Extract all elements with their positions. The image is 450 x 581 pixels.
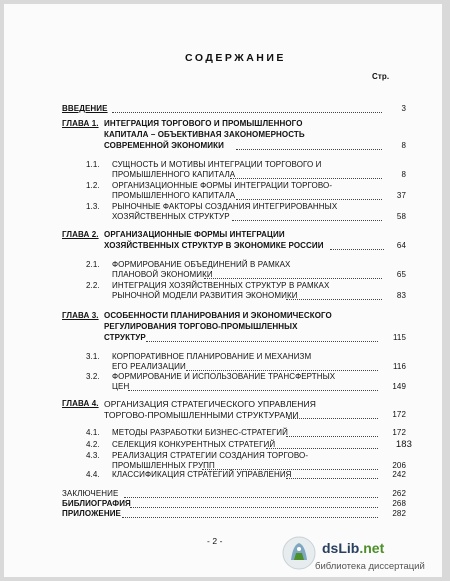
toc-section-title-line: СУЩНОСТЬ И МОТИВЫ ИНТЕГРАЦИИ ТОРГОВОГО И: [112, 160, 322, 169]
toc-section-page: 206: [392, 461, 406, 470]
leader-dots: [286, 436, 378, 437]
brand-tld: .net: [359, 540, 385, 556]
leader-dots: [112, 112, 382, 113]
toc-intro-page: 3: [401, 104, 406, 113]
toc-section-number: 1.3.: [86, 202, 100, 211]
toc-section-title-line: РЫНОЧНЫЕ ФАКТОРЫ СОЗДАНИЯ ИНТЕГРИРОВАННЫХ: [112, 202, 338, 211]
leader-dots: [266, 448, 378, 449]
toc-section-title-line: РЕАЛИЗАЦИЯ СТРАТЕГИИ СОЗДАНИЯ ТОРГОВО-: [112, 451, 309, 460]
toc-section-number: 4.3.: [86, 451, 100, 460]
leader-dots: [130, 507, 378, 508]
toc-section-title-line: РЫНОЧНОЙ МОДЕЛИ РАЗВИТИЯ ЭКОНОМИКИ: [112, 291, 298, 300]
toc-chapter-2-title-line: ОРГАНИЗАЦИОННЫЕ ФОРМЫ ИНТЕГРАЦИИ: [104, 230, 285, 239]
toc-conclusion-title: ЗАКЛЮЧЕНИЕ: [62, 489, 119, 498]
toc-chapter-1-title-line: КАПИТАЛА – ОБЪЕКТИВНАЯ ЗАКОНОМЕРНОСТЬ: [104, 130, 305, 139]
toc-section-title-line: ХОЗЯЙСТВЕННЫХ СТРУКТУР: [112, 212, 230, 221]
toc-chapter-4-title-line: ОРГАНИЗАЦИЯ СТРАТЕГИЧЕСКОГО УПРАВЛЕНИЯ: [104, 399, 316, 409]
toc-chapter-2-number: ГЛАВА 2.: [62, 230, 99, 239]
document-page: [4, 4, 442, 577]
toc-chapter-1-title-line: ИНТЕГРАЦИЯ ТОРГОВОГО И ПРОМЫШЛЕННОГО: [104, 119, 303, 128]
leader-dots: [204, 278, 382, 279]
leader-dots: [288, 418, 378, 419]
toc-chapter-3-page: 115: [392, 333, 406, 342]
toc-intro-title: ВВЕДЕНИЕ: [62, 104, 108, 113]
toc-section-title-line: ФОРМИРОВАНИЕ И ИСПОЛЬЗОВАНИЕ ТРАНСФЕРТНЫХ: [112, 372, 336, 381]
toc-section-number: 3.2.: [86, 372, 100, 381]
page-number: - 2 -: [207, 536, 223, 546]
toc-section-page: 58: [396, 212, 406, 221]
leader-dots: [122, 517, 378, 518]
leader-dots: [330, 249, 384, 250]
toc-section-page: 37: [396, 191, 406, 200]
toc-chapter-2-page: 64: [396, 241, 406, 250]
toc-section-number: 1.1.: [86, 160, 100, 169]
leader-dots: [186, 370, 378, 371]
toc-section-page: 172: [392, 428, 406, 437]
leader-dots: [232, 220, 382, 221]
toc-section-title-line: ИНТЕГРАЦИЯ ХОЗЯЙСТВЕННЫХ СТРУКТУР В РАМКАХ: [112, 281, 330, 290]
toc-section-title-line: ЕГО РЕАЛИЗАЦИИ: [112, 362, 186, 371]
toc-section-title-line: ФОРМИРОВАНИЕ ОБЪЕДИНЕНИЙ В РАМКАХ: [112, 260, 291, 269]
toc-bibliography-page: 268: [392, 499, 406, 508]
toc-chapter-3-title-line: СТРУКТУР: [104, 333, 146, 342]
toc-section-number: 2.2.: [86, 281, 100, 290]
toc-chapter-3-title-line: ОСОБЕННОСТИ ПЛАНИРОВАНИЯ И ЭКОНОМИЧЕСКОГО: [104, 311, 332, 320]
toc-appendix-title: ПРИЛОЖЕНИЕ: [62, 509, 121, 518]
toc-section-number: 4.2.: [86, 440, 100, 449]
toc-section-title-line: КОРПОРАТИВНОЕ ПЛАНИРОВАНИЕ И МЕХАНИЗМ: [112, 352, 312, 361]
leader-dots: [236, 199, 382, 200]
toc-section-title-line: ПРОМЫШЛЕННОГО КАПИТАЛА: [112, 191, 236, 200]
leader-dots: [128, 390, 378, 391]
toc-chapter-3-title-line: РЕГУЛИРОВАНИЯ ТОРГОВО-ПРОМЫШЛЕННЫХ: [104, 322, 298, 331]
toc-section-page: 183: [395, 439, 412, 450]
toc-appendix-page: 282: [392, 509, 406, 518]
leader-dots: [286, 299, 382, 300]
leader-dots: [124, 497, 378, 498]
leader-dots: [230, 178, 382, 179]
toc-section-page: 242: [392, 470, 406, 479]
toc-section-title-line: МЕТОДЫ РАЗРАБОТКИ БИЗНЕС-СТРАТЕГИЙ: [112, 428, 288, 437]
leader-dots: [286, 478, 378, 479]
toc-section-title-line: ОРГАНИЗАЦИОННЫЕ ФОРМЫ ИНТЕГРАЦИИ ТОРГОВО-: [112, 181, 333, 190]
leader-dots: [146, 341, 378, 342]
toc-chapter-1-title-line: СОВРЕМЕННОЙ ЭКОНОМИКИ: [104, 141, 224, 150]
toc-chapter-4-page: 172: [392, 410, 406, 419]
toc-section-title-line: ЦЕН: [112, 382, 130, 391]
leader-dots: [236, 149, 382, 150]
dslib-tagline: библиотека диссертаций: [315, 561, 425, 572]
toc-section-number: 4.4.: [86, 470, 100, 479]
toc-title: СОДЕРЖАНИЕ: [185, 52, 286, 64]
toc-chapter-1-page: 8: [401, 141, 406, 150]
toc-chapter-4-title-line: ТОРГОВО-ПРОМЫШЛЕННЫМИ СТРУКТУРАМИ: [104, 410, 299, 420]
page-column-label: Стр.: [372, 72, 390, 81]
toc-section-number: 1.2.: [86, 181, 100, 190]
toc-section-title-line: КЛАССИФИКАЦИЯ СТРАТЕГИЙ УПРАВЛЕНИЯ: [112, 470, 292, 479]
toc-section-page: 8: [401, 170, 406, 179]
brand-main: dsLib: [322, 540, 360, 556]
toc-chapter-1-number: ГЛАВА 1.: [62, 119, 99, 128]
dslib-logo-icon: [281, 535, 317, 571]
toc-chapter-2-title-line: ХОЗЯЙСТВЕННЫХ СТРУКТУР В ЭКОНОМИКЕ РОССИИ: [104, 241, 324, 250]
toc-section-title-line: ПРОМЫШЛЕННОГО КАПИТАЛА: [112, 170, 236, 179]
toc-section-page: 116: [392, 362, 406, 371]
toc-section-number: 4.1.: [86, 428, 100, 437]
toc-section-number: 3.1.: [86, 352, 100, 361]
toc-section-title-line: ПЛАНОВОЙ ЭКОНОМИКИ: [112, 270, 213, 279]
toc-section-title-line: ПРОМЫШЛЕННЫХ ГРУПП: [112, 461, 215, 470]
dslib-brand[interactable]: [322, 540, 384, 556]
toc-section-page: 83: [396, 291, 406, 300]
toc-chapter-4-number: ГЛАВА 4.: [62, 399, 99, 408]
toc-section-page: 65: [396, 270, 406, 279]
toc-section-title-line: СЕЛЕКЦИЯ КОНКУРЕНТНЫХ СТРАТЕГИЙ: [112, 440, 276, 449]
toc-section-number: 2.1.: [86, 260, 100, 269]
toc-chapter-3-number: ГЛАВА 3.: [62, 311, 99, 320]
toc-bibliography-title: БИБЛИОГРАФИЯ: [62, 499, 131, 508]
toc-section-page: 149: [392, 382, 406, 391]
toc-conclusion-page: 262: [392, 489, 406, 498]
